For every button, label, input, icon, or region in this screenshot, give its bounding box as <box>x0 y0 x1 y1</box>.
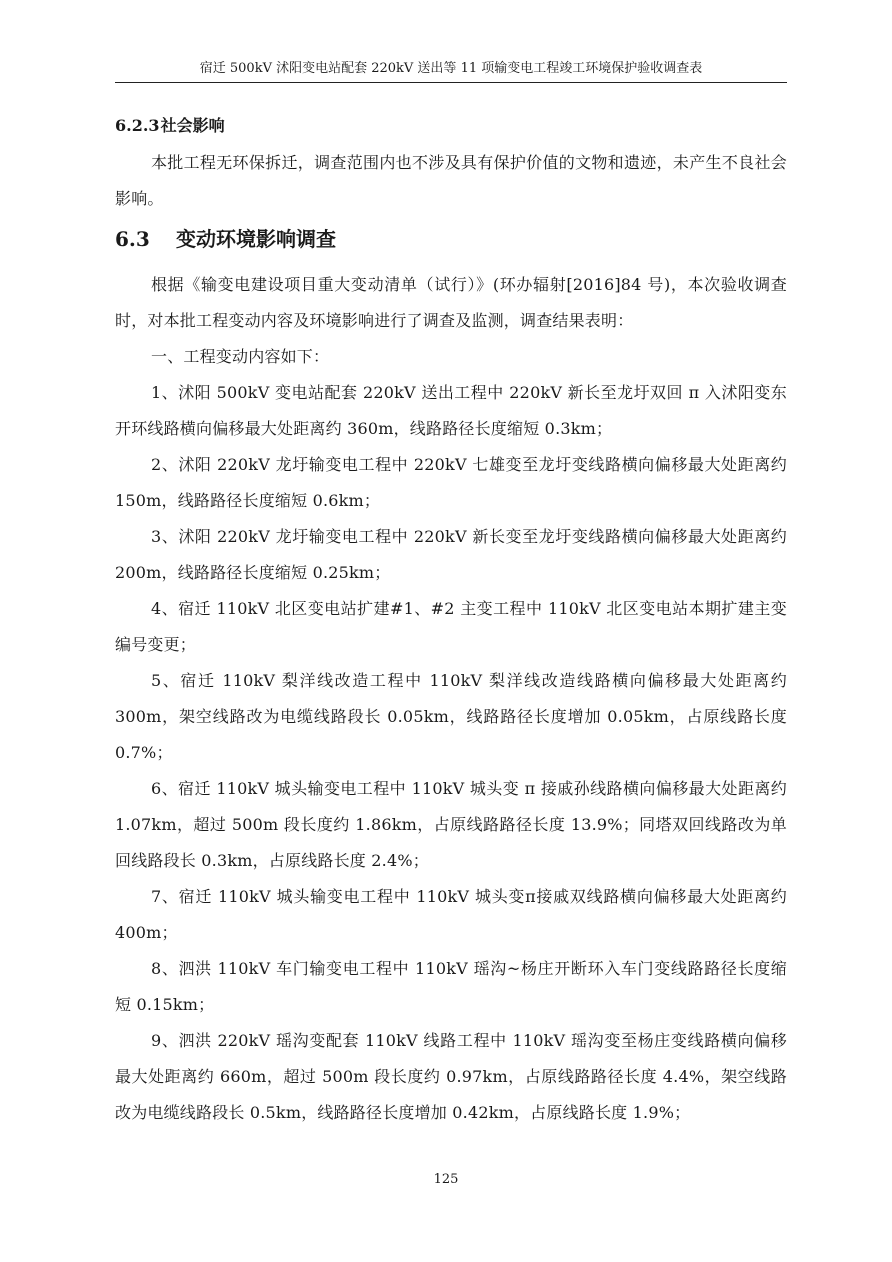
change-item-6: 6、宿迁 110kV 城头输变电工程中 110kV 城头变 π 接戚孙线路横向偏移最大处距离约 1.07km，超过 500m 段长度约 1.86km，占原线路路径长度 13.9%；同塔双回线路改为单回线路段长 0.3km，占原线路长度 2.4%； <box>115 779 787 870</box>
section-title: 社会影响 <box>160 116 225 135</box>
change-item-5: 5、宿迁 110kV 梨洋线改造工程中 110kV 梨洋线改造线路横向偏移最大处距离约 300m，架空线路改为电缆线路段长 0.05km，线路路径长度增加 0.05km，占原线路长度 0.7%； <box>115 671 787 762</box>
list-heading: 一、工程变动内容如下： <box>151 347 330 366</box>
intro-paragraph: 根据《输变电建设项目重大变动清单（试行）》(环办辐射[2016]84 号)，本次验收调查时，对本批工程变动内容及环境影响进行了调查及监测，调查结果表明： <box>115 275 787 330</box>
section-6-3-heading <box>115 221 787 257</box>
change-item-1: 1、沭阳 500kV 变电站配套 220kV 送出工程中 220kV 新长至龙圩双回 π 入沭阳变东开环线路横向偏移最大处距离约 360m，线路路径长度缩短 0.3km； <box>115 383 787 438</box>
change-item-3: 3、沭阳 220kV 龙圩输变电工程中 220kV 新长变至龙圩变线路横向偏移最大处距离约 200m，线路路径长度缩短 0.25km； <box>115 527 787 582</box>
section-6-2-3-heading <box>115 111 787 141</box>
change-item-4: 4、宿迁 110kV 北区变电站扩建#1、#2 主变工程中 110kV 北区变电站本期扩建主变编号变更； <box>115 599 787 654</box>
change-item-9: 9、泗洪 220kV 瑶沟变配套 110kV 线路工程中 110kV 瑶沟变至杨庄变线路横向偏移最大处距离约 660m，超过 500m 段长度约 0.97km，占原线路路径长度 4.4%，架空线路改为电缆线路段长 0.5km，线路路径长度增加 0.42km，占原线路长度 1.9%； <box>115 1031 787 1122</box>
header-divider <box>115 82 787 83</box>
change-item-7: 7、宿迁 110kV 城头输变电工程中 110kV 城头变π接戚双线路横向偏移最大处距离约 400m； <box>115 887 787 942</box>
social-impact-paragraph: 本批工程无环保拆迁，调查范围内也不涉及具有保护价值的文物和遗迹，未产生不良社会影响。 <box>115 153 787 208</box>
page-number: 125 <box>433 1172 459 1187</box>
page-header-title: 宿迁 500kV 沭阳变电站配套 220kV 送出等 11 项输变电工程竣工环境保护验收调查表 <box>199 61 703 76</box>
section-number: 6.3 <box>115 227 150 251</box>
section-title: 变动环境影响调查 <box>175 227 336 251</box>
change-item-2: 2、沭阳 220kV 龙圩输变电工程中 220kV 七雄变至龙圩变线路横向偏移最大处距离约 150m，线路路径长度缩短 0.6km； <box>115 455 787 510</box>
change-item-8: 8、泗洪 110kV 车门输变电工程中 110kV 瑶沟~杨庄开断环入车门变线路路径长度缩短 0.15km； <box>115 959 787 1014</box>
section-number: 6.2.3 <box>115 116 160 135</box>
document-body <box>115 111 787 1131</box>
